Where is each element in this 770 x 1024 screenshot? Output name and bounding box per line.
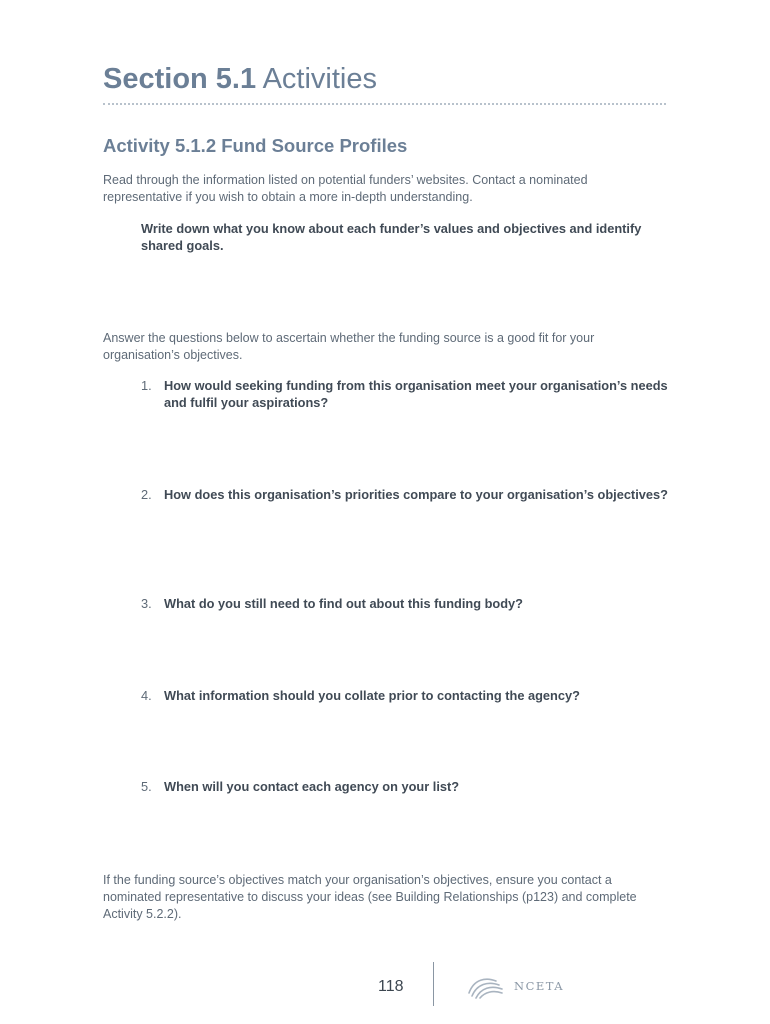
question-number: 5.: [141, 779, 152, 794]
activity-title: Activity 5.1.2 Fund Source Profiles: [103, 135, 408, 156]
question-item: [141, 595, 671, 612]
question-item: [141, 687, 671, 704]
section-title-label: Activities: [262, 63, 378, 95]
question-text: When will you contact each agency on your list?: [164, 779, 460, 794]
question-number: 3.: [141, 596, 152, 611]
section-title-number: Section 5.1: [103, 63, 257, 95]
closing-text: If the funding source’s objectives match your organisation’s objectives, ensure you contact a nominated representative to discuss your ideas (see Building Relationships (p123) and complete Activity 5.2.2).: [103, 873, 637, 921]
question-item: [141, 377, 671, 411]
answer-intro-text: Answer the questions below to ascertain whether the funding source is a good fit for your organisation’s objectives.: [103, 331, 595, 362]
question-number: 2.: [141, 487, 152, 502]
nceta-swirl-logo-icon: [466, 975, 504, 999]
activity-intro-text: Read through the information listed on potential funders’ websites. Contact a nominated representative if you wish to obtain a more in-depth understanding.: [103, 173, 588, 204]
section-title: [103, 59, 377, 99]
question-item: [141, 486, 671, 503]
question-text: What information should you collate prior to contacting the agency?: [164, 688, 580, 703]
activity-instruction: Write down what you know about each funder’s values and objectives and identify shared goals.: [141, 221, 642, 253]
question-number: 1.: [141, 378, 152, 393]
nceta-logo-text: NCETA: [514, 979, 565, 993]
page-number: 118: [378, 978, 404, 995]
question-text: How does this organisation’s priorities compare to your organisation’s objectives?: [164, 487, 668, 502]
section-divider: [103, 103, 666, 105]
question-text: How would seeking funding from this organisation meet your organisation’s needs and fulfil your aspirations?: [164, 378, 668, 410]
question-item: [141, 778, 671, 795]
question-number: 4.: [141, 688, 152, 703]
footer-divider: [433, 962, 434, 1006]
question-text: What do you still need to find out about this funding body?: [164, 596, 523, 611]
